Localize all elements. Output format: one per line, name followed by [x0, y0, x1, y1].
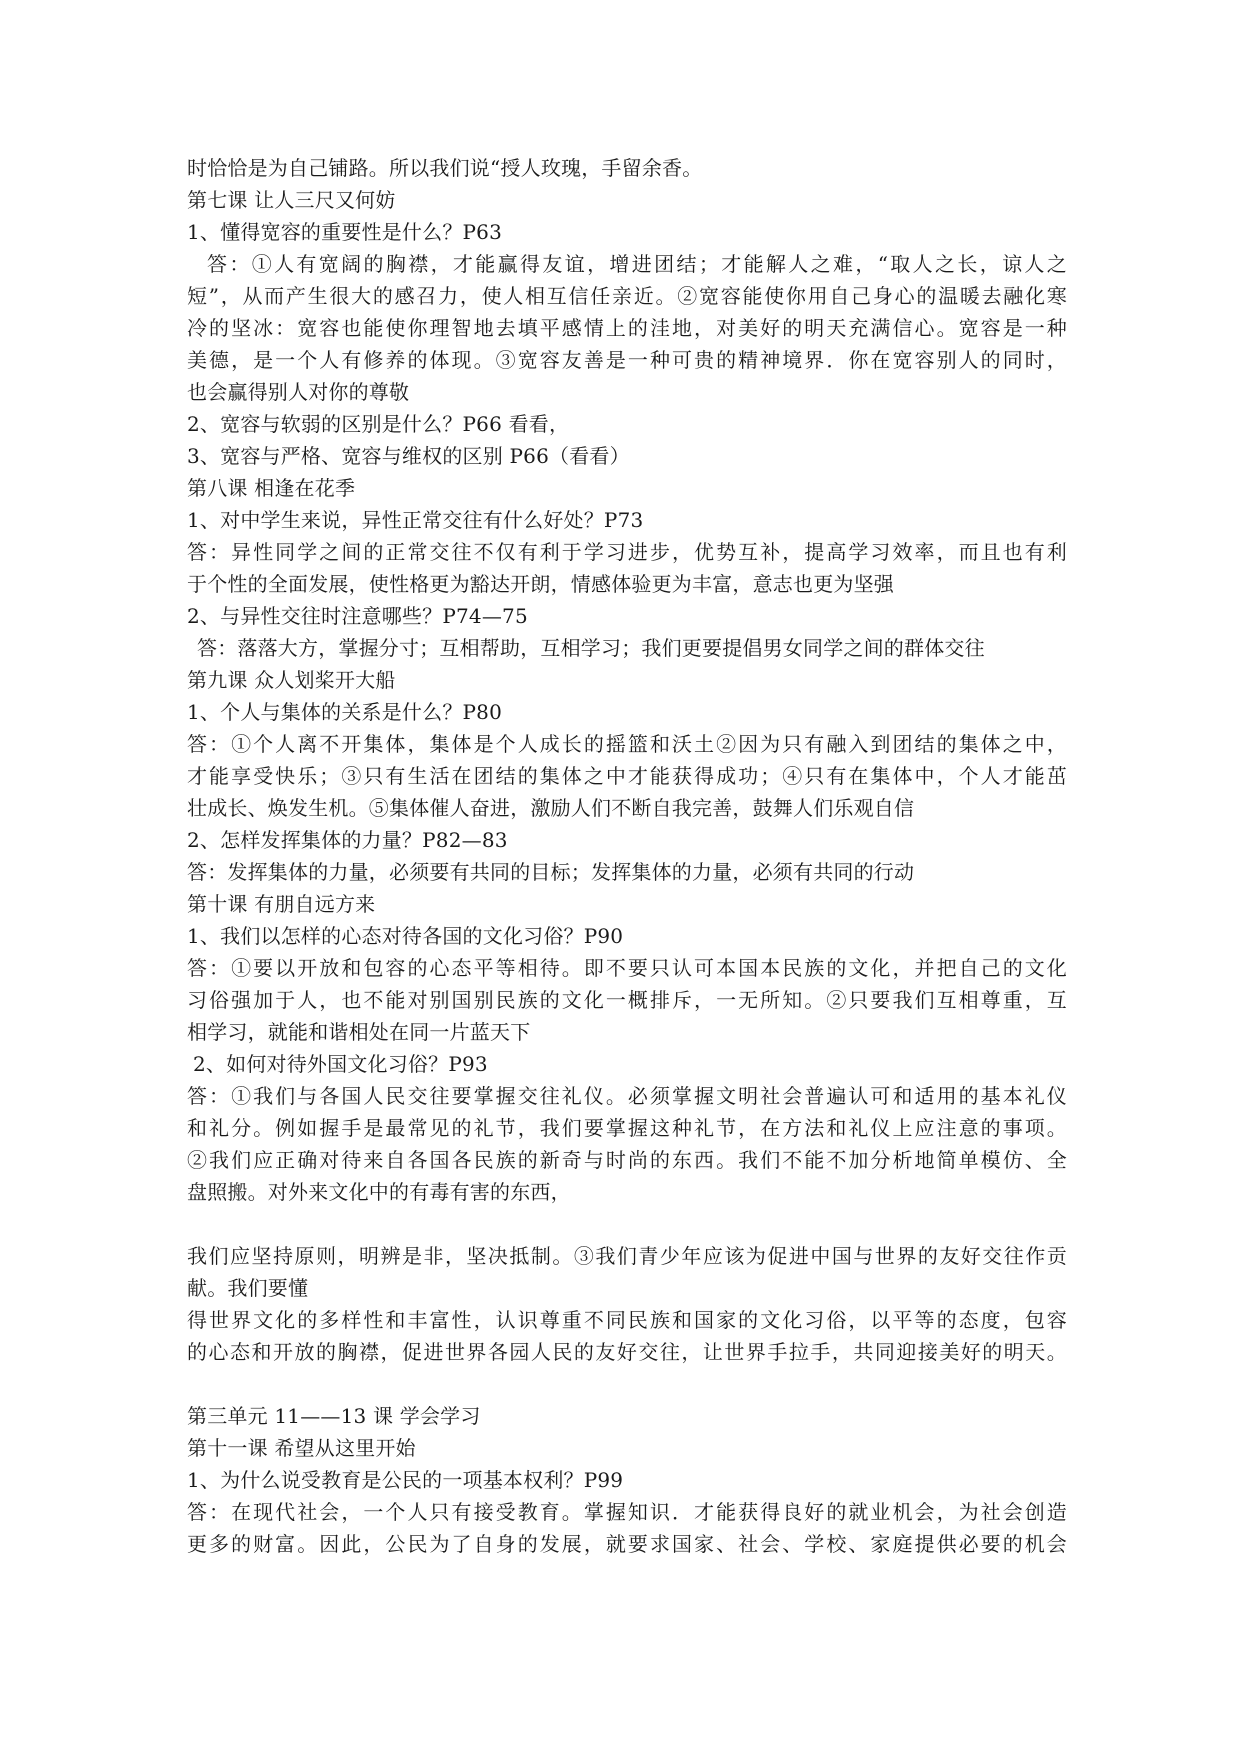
answer-line: 和礼分。例如握手是最常见的礼节，我们要掌握这种礼节，在方法和礼仪上应注意的事项。 — [187, 1116, 1067, 1140]
unit-heading: 第三单元 11——13 课 学会学习 — [187, 1404, 481, 1428]
question-line: 3、宽容与严格、宽容与维权的区别 P66（看看） — [187, 444, 630, 468]
answer-line: 的心态和开放的胸襟，促进世界各园人民的友好交往，让世界手拉手，共同迎接美好的明天。 — [187, 1340, 1067, 1364]
question-line: 2、宽容与软弱的区别是什么？P66 看看， — [187, 412, 570, 436]
lesson-heading: 第十一课 希望从这里开始 — [187, 1436, 416, 1460]
document-page — [187, 152, 1067, 1560]
answer-line: 答：①个人离不开集体，集体是个人成长的摇篮和沃土②因为只有融入到团结的集体之中， — [187, 732, 1067, 756]
question-line: 1、我们以怎样的心态对待各国的文化习俗？P90 — [187, 924, 624, 948]
answer-line: 得世界文化的多样性和丰富性，认识尊重不同民族和国家的文化习俗，以平等的态度，包容 — [187, 1308, 1067, 1332]
answer-line: 习俗强加于人，也不能对别国别民族的文化一概排斥，一无所知。②只要我们互相尊重，互 — [187, 988, 1067, 1012]
answer-line: 答：异性同学之间的正常交往不仅有利于学习进步，优势互补，提高学习效率，而且也有利 — [187, 540, 1067, 564]
answer-line: 答：落落大方，掌握分寸；互相帮助，互相学习；我们更要提倡男女同学之间的群体交往 — [197, 636, 985, 660]
answer-line: 壮成长、焕发生机。⑤集体催人奋进，激励人们不断自我完善，鼓舞人们乐观自信 — [187, 796, 915, 820]
question-line: 1、为什么说受教育是公民的一项基本权利？P99 — [187, 1468, 624, 1492]
blank-line — [187, 1208, 1067, 1240]
answer-line: 于个性的全面发展，使性格更为豁达开朗，情感体验更为丰富，意志也更为坚强 — [187, 572, 894, 596]
answer-line: 答：①人有宽阔的胸襟，才能赢得友谊，增进团结；才能解人之难，“取人之长，谅人之 — [207, 252, 1067, 276]
lesson-heading: 第十课 有朋自远方来 — [187, 892, 376, 916]
answer-line: 美德，是一个人有修养的体现。③宽容友善是一种可贵的精神境界．你在宽容别人的同时， — [187, 348, 1067, 372]
answer-line: 相学习，就能和谐相处在同一片蓝天下 — [187, 1020, 531, 1044]
answer-line: 答：在现代社会，一个人只有接受教育。掌握知识．才能获得良好的就业机会，为社会创造 — [187, 1500, 1067, 1524]
lesson-heading: 第八课 相逢在花季 — [187, 476, 356, 500]
text-line: 时恰恰是为自己铺路。所以我们说“授人玫瑰，手留余香。 — [187, 156, 703, 180]
question-line: 2、怎样发挥集体的力量？P82—83 — [187, 828, 508, 852]
question-line: 1、个人与集体的关系是什么？P80 — [187, 700, 503, 724]
answer-line: 才能享受快乐；③只有生活在团结的集体之中才能获得成功；④只有在集体中，个人才能茁 — [187, 764, 1067, 788]
answer-line: ②我们应正确对待来自各国各民族的新奇与时尚的东西。我们不能不加分析地简单模仿、全 — [187, 1148, 1067, 1172]
answer-line: 盘照搬。对外来文化中的有毒有害的东西， — [187, 1180, 571, 1204]
answer-line: 答：①要以开放和包容的心态平等相待。即不要只认可本国本民族的文化，并把自己的文化 — [187, 956, 1067, 980]
blank-line — [187, 1368, 1067, 1400]
question-line: 1、懂得宽容的重要性是什么？P63 — [187, 220, 503, 244]
answer-line: 答：发挥集体的力量，必须要有共同的目标；发挥集体的力量，必须有共同的行动 — [187, 860, 915, 884]
question-line: 2、与异性交往时注意哪些？P74—75 — [187, 604, 528, 628]
answer-line: 更多的财富。因此，公民为了自身的发展，就要求国家、社会、学校、家庭提供必要的机会 — [187, 1532, 1067, 1556]
answer-line: 我们应坚持原则，明辨是非，坚决抵制。③我们青少年应该为促进中国与世界的友好交往作贡 — [187, 1244, 1067, 1268]
answer-line: 冷的坚冰：宽容也能使你理智地去填平感情上的洼地，对美好的明天充满信心。宽容是一种 — [187, 316, 1067, 340]
answer-line: 也会赢得别人对你的尊敬 — [187, 380, 410, 404]
lesson-heading: 第七课 让人三尺又何妨 — [187, 188, 396, 212]
answer-line: 答：①我们与各国人民交往要掌握交往礼仪。必须掌握文明社会普遍认可和适用的基本礼仪 — [187, 1084, 1067, 1108]
answer-line: 短”，从而产生很大的感召力，使人相互信任亲近。②宽容能使你用自己身心的温暖去融化寒 — [187, 284, 1067, 308]
question-line: 2、如何对待外国文化习俗？P93 — [193, 1052, 488, 1076]
answer-line: 献。我们要懂 — [187, 1276, 309, 1300]
question-line: 1、对中学生来说，异性正常交往有什么好处？P73 — [187, 508, 644, 532]
lesson-heading: 第九课 众人划桨开大船 — [187, 668, 396, 692]
